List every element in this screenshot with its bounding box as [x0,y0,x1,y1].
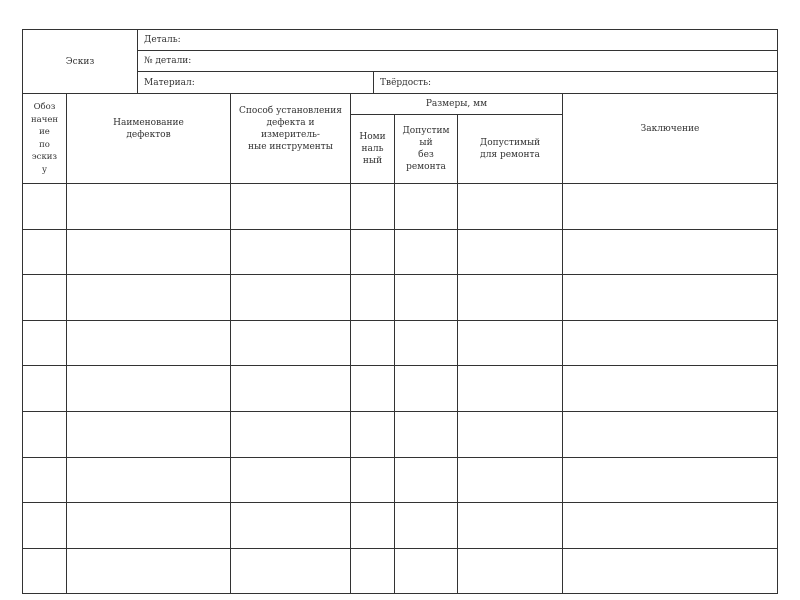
col-designation [22,93,67,184]
table-cell[interactable] [230,320,351,366]
table-cell[interactable] [66,411,231,458]
table-cell[interactable] [230,365,351,412]
table-cell[interactable] [66,502,231,549]
table-cell[interactable] [562,365,778,412]
table-cell[interactable] [562,274,778,321]
table-cell[interactable] [66,548,231,594]
table-cell[interactable] [562,457,778,503]
table-cell[interactable] [457,229,563,275]
table-cell[interactable] [22,411,67,458]
sketch-cell [22,29,138,94]
table-cell[interactable] [66,320,231,366]
table-cell[interactable] [22,229,67,275]
table-cell[interactable] [457,365,563,412]
col-allowed-no-repair [394,114,458,184]
table-cell[interactable] [22,548,67,594]
table-cell[interactable] [457,548,563,594]
table-cell[interactable] [562,229,778,275]
table-cell[interactable] [394,229,458,275]
table-cell[interactable] [350,548,395,594]
col-dimensions-label: Размеры, мм [425,99,488,109]
table-cell[interactable] [562,183,778,230]
table-cell[interactable] [22,320,67,366]
table-cell[interactable] [230,183,351,230]
table-cell[interactable] [457,320,563,366]
col-conclusion-label: Заключение [640,123,700,134]
table-cell[interactable] [562,411,778,458]
table-cell[interactable] [457,457,563,503]
table-cell[interactable] [394,457,458,503]
table-cell[interactable] [350,183,395,230]
table-cell[interactable] [350,411,395,458]
table-cell[interactable] [394,320,458,366]
table-cell[interactable] [230,457,351,503]
col-allowed-for-repair-label: Допустимый для ремонта [479,138,541,160]
col-method [230,93,351,184]
col-allowed-no-repair-label: Допустим ый без ремонта [402,126,450,172]
table-cell[interactable] [22,183,67,230]
table-cell[interactable] [562,548,778,594]
table-cell[interactable] [350,457,395,503]
col-nominal-label: Номи наль ный [359,132,386,166]
col-nominal [350,114,395,184]
material-label: Материал: [144,77,195,88]
part-field[interactable] [137,29,778,51]
table-cell[interactable] [394,548,458,594]
sketch-label: Эскиз [65,56,95,67]
table-cell[interactable] [66,365,231,412]
col-defect-name [66,93,231,184]
col-dimensions [350,93,563,115]
table-cell[interactable] [394,274,458,321]
table-cell[interactable] [394,365,458,412]
table-cell[interactable] [350,502,395,549]
part-number-field[interactable] [137,50,778,72]
table-cell[interactable] [66,457,231,503]
table-cell[interactable] [562,320,778,366]
table-cell[interactable] [230,229,351,275]
part-number-label: № детали: [144,56,192,66]
table-cell[interactable] [562,502,778,549]
table-cell[interactable] [22,365,67,412]
table-cell[interactable] [22,457,67,503]
col-defect-name-label: Наименование дефектов [113,117,184,140]
table-cell[interactable] [350,274,395,321]
col-allowed-for-repair [457,114,563,184]
table-cell[interactable] [457,183,563,230]
table-cell[interactable] [22,502,67,549]
table-cell[interactable] [66,274,231,321]
table-cell[interactable] [230,411,351,458]
table-cell[interactable] [350,365,395,412]
table-cell[interactable] [66,183,231,230]
material-field[interactable] [137,71,374,94]
hardness-field[interactable] [373,71,778,94]
table-cell[interactable] [230,502,351,549]
table-cell[interactable] [394,183,458,230]
table-cell[interactable] [350,229,395,275]
col-method-label: Способ установления дефекта и измеритель- ные инструменты [239,105,342,152]
table-cell[interactable] [66,229,231,275]
table-cell[interactable] [394,411,458,458]
table-cell[interactable] [457,274,563,321]
table-cell[interactable] [230,274,351,321]
table-cell[interactable] [457,502,563,549]
col-designation-label: Обоз начен ие по эскиз у [30,102,59,175]
table-cell[interactable] [394,502,458,549]
col-conclusion [562,93,778,184]
table-cell[interactable] [230,548,351,594]
hardness-label: Твёрдость: [380,77,432,88]
table-cell[interactable] [350,320,395,366]
table-cell[interactable] [457,411,563,458]
table-cell[interactable] [22,274,67,321]
part-label: Деталь: [144,35,181,45]
